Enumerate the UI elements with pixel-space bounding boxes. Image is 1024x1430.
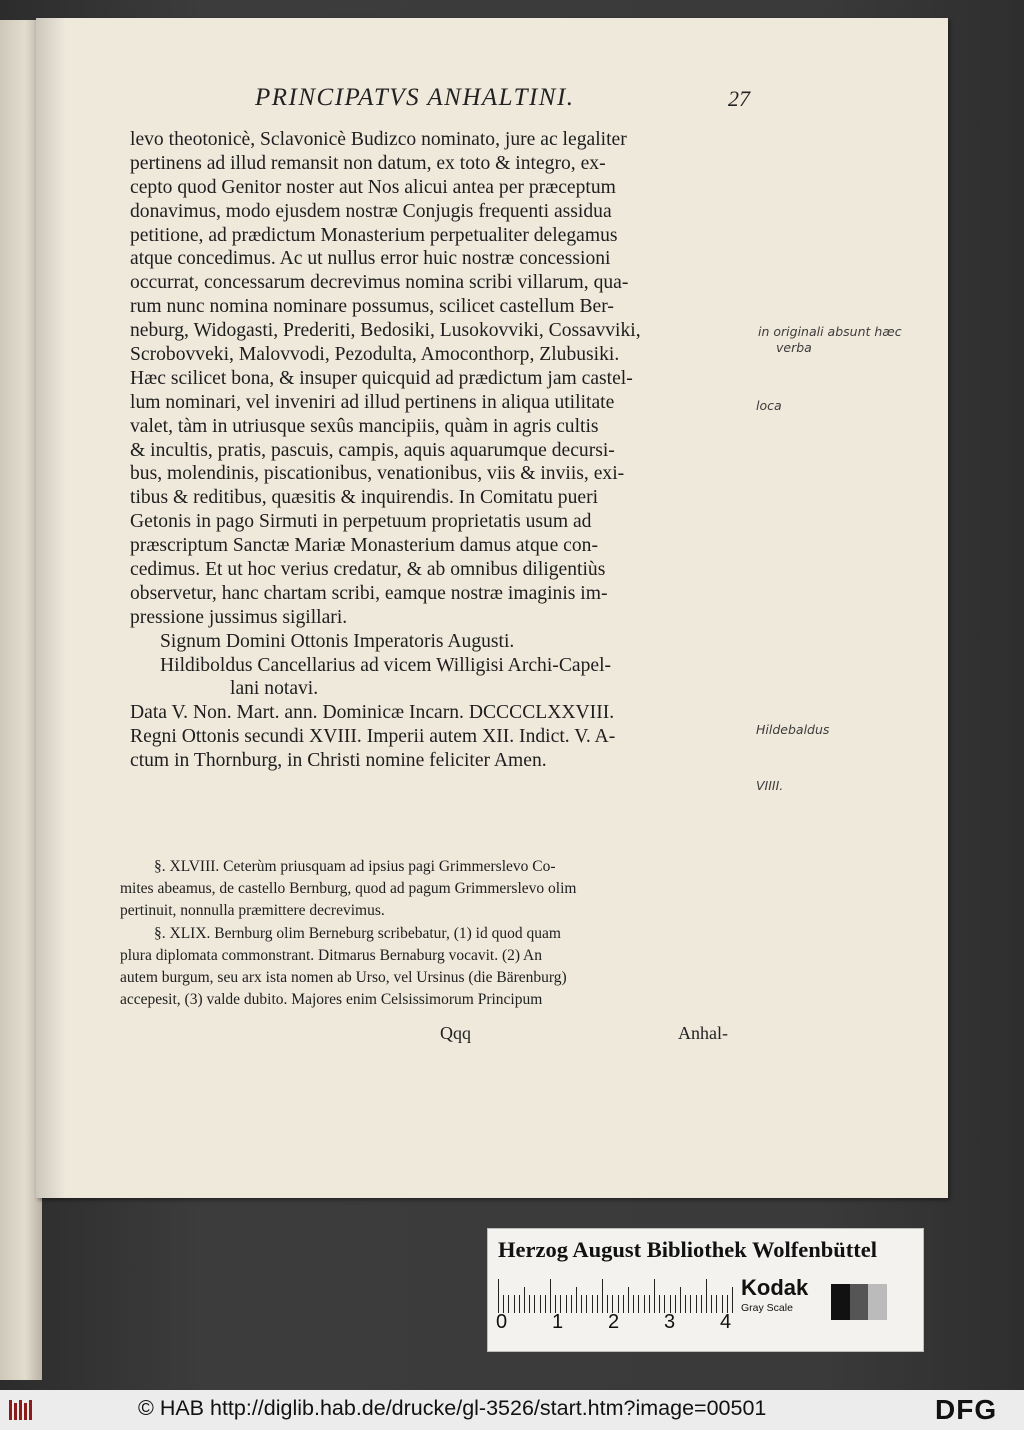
body-line: cepto quod Genitor noster aut Nos alicui antea per præceptum	[130, 176, 616, 198]
color-target-card	[487, 1228, 924, 1352]
body-line: Getonis in pago Sirmuti in perpetuum proprietatis usum ad	[130, 511, 592, 533]
margin-note: in originali absunt hæc	[758, 324, 902, 339]
gray-swatch	[850, 1284, 869, 1320]
body-line: pertinens ad illud remansit non datum, ex toto & integro, ex-	[130, 152, 606, 174]
body-line: Hæc scilicet bona, & insuper quicquid ad prædictum jam castel-	[130, 367, 633, 389]
section-text	[120, 856, 740, 1011]
section-line: mites abeamus, de castello Bernburg, quod ad pagum Grimmerslevo olim	[120, 880, 577, 898]
section-line: pertinuit, nonnulla præmittere decrevimus.	[120, 902, 385, 920]
ruler-numbers	[496, 1311, 736, 1339]
signature-mark: Qqq	[440, 1023, 471, 1043]
ruler-number: 1	[552, 1311, 564, 1333]
ruler-number: 2	[608, 1311, 620, 1333]
body-line: & incultis, pratis, pascuis, campis, aquis aquarumque decursi-	[130, 439, 615, 461]
main-text	[130, 128, 770, 773]
copyright-link[interactable]: © HAB http://diglib.hab.de/drucke/gl-3526/start.htm?image=00501	[138, 1396, 767, 1420]
ruler-scale	[498, 1277, 728, 1313]
ruler-number: 3	[664, 1311, 676, 1333]
body-line: tibus & reditibus, quæsitis & inquirendis. In Comitatu pueri	[130, 487, 599, 509]
margin-note: verba	[776, 340, 812, 355]
body-line: cedimus. Et ut hoc verius credatur, & ab omnibus diligentiùs	[130, 559, 606, 581]
body-line: donavimus, modo ejusdem nostræ Conjugis frequenti assidua	[130, 200, 612, 222]
kodak-logo: Kodak	[741, 1275, 809, 1300]
ruler-tick	[550, 1279, 551, 1313]
gray-swatch	[868, 1284, 887, 1320]
gray-swatches	[831, 1284, 887, 1320]
body-line: pressione jussimus sigillari.	[130, 606, 348, 628]
gutter-shadow	[36, 18, 66, 1198]
margin-note: VIIII.	[756, 778, 784, 793]
ruler-tick	[524, 1287, 525, 1313]
margin-note: Hildebaldus	[756, 722, 830, 737]
body-line: petitione, ad prædictum Monasterium perpetualiter delegamus	[130, 224, 618, 246]
body-line: lum nominari, vel inveniri ad illud pertinens in aliqua utilitate	[130, 391, 615, 413]
page-number: 27	[728, 86, 750, 111]
catchword: Anhal-	[678, 1023, 728, 1043]
ruler-tick	[732, 1287, 733, 1313]
ruler-tick	[680, 1287, 681, 1313]
dfg-logo: DFG	[935, 1394, 998, 1425]
cancellarius-line: Hildiboldus Cancellarius ad vicem Willigisi Archi-Capel-	[160, 654, 612, 676]
body-line: bus, molendinis, piscationibus, venationibus, viis & inviis, exi-	[130, 463, 625, 485]
ruler-tick	[602, 1279, 603, 1313]
ruler-tick	[654, 1279, 655, 1313]
body-line: atque concedimus. Ac ut nullus error huic nostræ concessioni	[130, 248, 611, 270]
data-line: ctum in Thornburg, in Christi nomine feliciter Amen.	[130, 750, 547, 772]
body-line: levo theotonicè, Sclavonicè Budizco nominato, jure ac legaliter	[130, 129, 627, 150]
margin-note: loca	[756, 398, 782, 413]
data-line: Regni Ottonis secundi XVIII. Imperii autem XII. Indict. V. A-	[130, 726, 616, 748]
ruler-tick	[576, 1287, 577, 1313]
body-line: neburg, Widogasti, Prederiti, Bedosiki, Lusokovviki, Cossavviki,	[130, 320, 641, 342]
ruler-number: 0	[496, 1311, 508, 1333]
running-title: PRINCIPATVS ANHALTINI.	[255, 84, 575, 111]
signum-line: Signum Domini Ottonis Imperatoris Augusti.	[160, 630, 515, 652]
library-name: Herzog August Bibliothek Wolfenbüttel	[498, 1237, 877, 1262]
ruler-tick	[628, 1287, 629, 1313]
section-line: §. XLIX. Bernburg olim Berneburg scribebatur, (1) id quod quam	[154, 924, 561, 942]
section-line: plura diplomata commonstrant. Ditmarus Bernaburg vocavit. (2) An	[120, 946, 542, 964]
gray-swatch	[831, 1284, 850, 1320]
body-line: rum nunc nomina nominare possumus, scilicet castellum Ber-	[130, 296, 614, 318]
body-line: observetur, hanc chartam scribi, eamque nostræ imaginis im-	[130, 582, 608, 604]
body-line: præscriptum Sanctæ Mariæ Monasterium damus atque con-	[130, 535, 598, 557]
hab-logo-icon	[8, 1398, 36, 1422]
body-line: Scrobovveki, Malovvodi, Pezodulta, Amoconthorp, Zlubusiki.	[130, 344, 620, 366]
section-line: §. XLVIII. Ceterùm priusquam ad ipsius pagi Grimmerslevo Co-	[154, 858, 556, 875]
section-line: autem burgum, seu arx ista nomen ab Urso, vel Ursinus (die Bärenburg)	[120, 968, 567, 986]
gray-scale-label: Gray Scale	[741, 1302, 793, 1314]
ruler-tick	[706, 1279, 707, 1313]
cancellarius-line: lani notavi.	[230, 678, 319, 700]
data-line: Data V. Non. Mart. ann. Dominicæ Incarn. DCCCCLXXVIII.	[130, 702, 615, 724]
ruler-tick	[498, 1279, 499, 1313]
footer-bar	[0, 1390, 1024, 1430]
body-line: valet, tàm in utriusque sexûs mancipiis, quàm in agris cultis	[130, 415, 599, 437]
section-line: accepesit, (3) valde dubito. Majores enim Celsissimorum Principum	[120, 991, 543, 1009]
ruler-number: 4	[720, 1311, 732, 1333]
body-line: occurrat, concessarum decrevimus nomina scribi villarum, qua-	[130, 272, 629, 294]
